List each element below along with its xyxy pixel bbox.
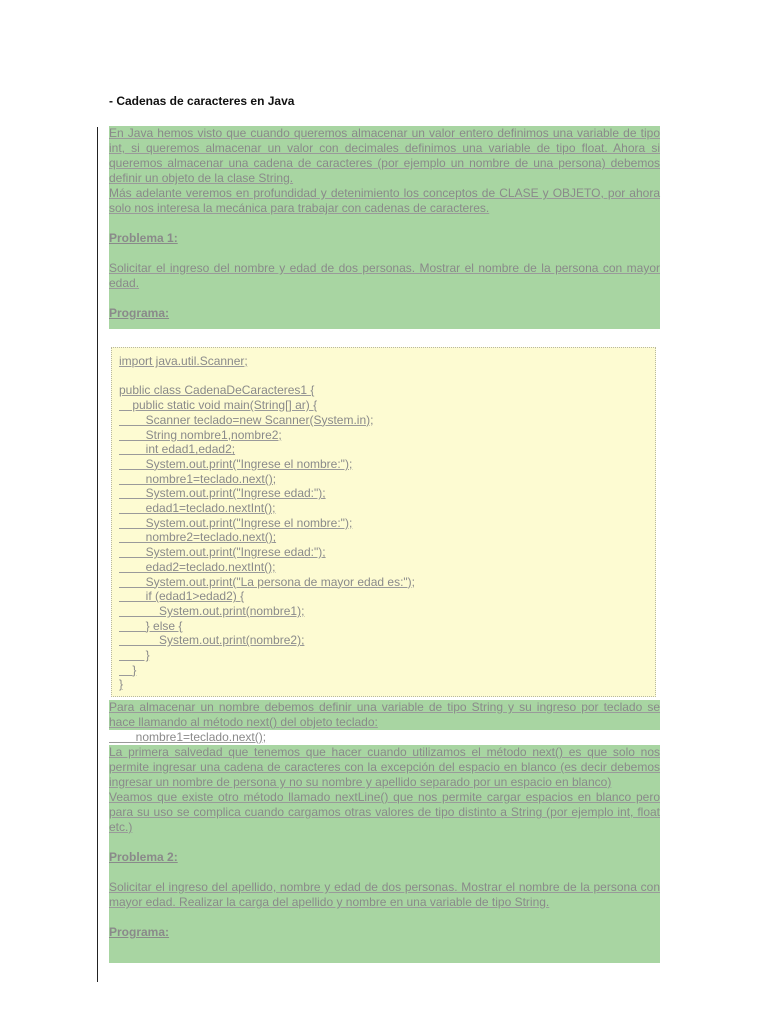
code-line: System.out.print(nombre1); xyxy=(119,603,305,618)
code-line: int edad1,edad2; xyxy=(119,442,236,457)
problem-2-text: Solicitar el ingreso del apellido, nombre y edad de dos personas. Mostrar el nombre de la persona con mayor edad. Realizar la carga del apellido y nombre en una variable de tipo String. xyxy=(109,880,660,909)
problem-1-heading: Problema 1: xyxy=(109,231,178,245)
code-line: Scanner teclado=new Scanner(System.in); xyxy=(119,412,374,427)
code-line: nombre2=teclado.next(); xyxy=(119,530,277,545)
code-listing xyxy=(111,347,656,697)
code-line: System.out.print("Ingrese el nombre:"); xyxy=(119,456,353,471)
code-line: edad2=teclado.nextInt(); xyxy=(119,559,276,574)
code-line: } else { xyxy=(119,618,183,633)
intro-section xyxy=(109,126,660,329)
code-line: edad1=teclado.nextInt(); xyxy=(119,501,276,516)
code-line: public static void main(String[] ar) { xyxy=(119,398,318,413)
explanation-paragraph-2: La primera salvedad que tenemos que hacer cuando utilizamos el método next() es que solo nos permite ingresar una cadena de caracteres con la excepción del espacio en blanco (es decir debemos ingresar un nombre de persona y no su nombre y apellido separado por un espacio en blanco) xyxy=(109,745,660,789)
inline-code-line: nombre1=teclado.next(); xyxy=(109,730,660,745)
explanation-paragraph-1: Para almacenar un nombre debemos definir una variable de tipo String y su ingreso por teclado se hace llamando al método next() del objeto teclado: xyxy=(109,700,660,729)
problem-2-heading: Problema 2: xyxy=(109,850,178,864)
intro-paragraph-1: En Java hemos visto que cuando queremos almacenar un valor entero definimos una variable de tipo int, si queremos almacenar un valor con decimales definimos una variable de tipo float. Ahora si queremos almacenar una cadena de caracteres (por ejemplo un nombre de una persona) debemos definir un objeto de la clase String. xyxy=(109,126,660,185)
intro-paragraph-2: Más adelante veremos en profundidad y detenimiento los conceptos de CLASE y OBJETO, por ahora solo nos interesa la mecánica para trabajar con cadenas de caracteres. xyxy=(109,186,660,215)
code-line: System.out.print("Ingrese edad:"); xyxy=(119,545,326,560)
left-margin-rule xyxy=(97,127,98,982)
code-line: public class CadenaDeCaracteres1 { xyxy=(119,383,315,398)
code-line: nombre1=teclado.next(); xyxy=(119,471,277,486)
code-line: System.out.print("La persona de mayor edad es:"); xyxy=(119,574,415,589)
code-line: } xyxy=(119,648,150,663)
code-line: System.out.print("Ingrese el nombre:"); xyxy=(119,515,353,530)
code-line: if (edad1>edad2) { xyxy=(119,589,245,604)
problem-1-text: Solicitar el ingreso del nombre y edad de dos personas. Mostrar el nombre de la persona con mayor edad. xyxy=(109,261,660,290)
code-line: System.out.print("Ingrese edad:"); xyxy=(119,486,326,501)
explanation-section xyxy=(109,700,660,963)
code-line: } xyxy=(119,662,137,677)
page-title: - Cadenas de caracteres en Java xyxy=(109,94,295,108)
program-1-label: Programa: xyxy=(109,306,170,320)
code-line: String nombre1,nombre2; xyxy=(119,427,282,442)
explanation-paragraph-3: Veamos que existe otro método llamado nextLine() que nos permite cargar espacios en blanco pero para su uso se complica cuando cargamos otras valores de tipo distinto a String (por ejemplo int, float etc.) xyxy=(109,790,660,834)
code-line: import java.util.Scanner; xyxy=(119,354,248,368)
program-2-label: Programa: xyxy=(109,925,170,939)
code-line: System.out.print(nombre2); xyxy=(119,633,305,648)
code-line: } xyxy=(119,677,124,692)
code-line xyxy=(119,369,655,384)
